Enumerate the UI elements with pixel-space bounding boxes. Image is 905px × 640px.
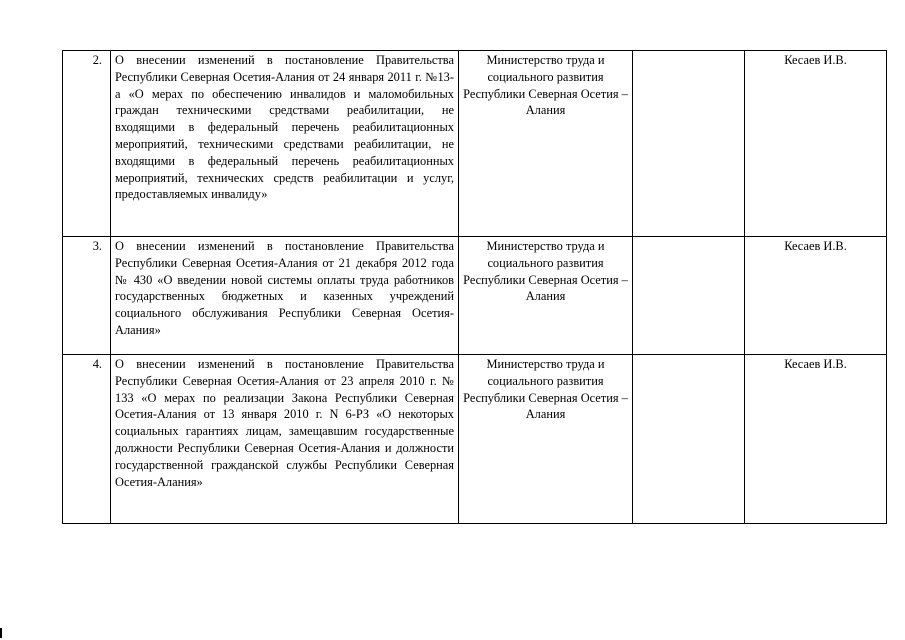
responsible-person: Кесаев И.В. [745,237,887,355]
row-number: 2. [63,51,111,237]
table-row [63,355,887,524]
document-table [62,50,887,524]
table-row [63,237,887,355]
scan-margin-mark [0,628,2,638]
table-row [63,51,887,237]
row-number: 3. [63,237,111,355]
document-title: О внесении изменений в постановление Правительства Республики Северная Осетия-Алания от 21 декабря 2012 года № 430 «О введении новой системы оплаты труда работников государственных бюджетных и казенных учреждений социального обслуживания Республики Северная Осетия-Алания» [111,237,459,355]
document-title: О внесении изменений в постановление Правительства Республики Северная Осетия-Алания от 23 апреля 2010 г. № 133 «О мерах по реализации Закона Республики Северная Осетия-Алания от 13 января 2010 г. N 6-РЗ «О некоторых социальных гарантиях лицам, замещавшим государственные должности Республики Северная Осетия-Алания и должности государственной гражданской службы Республики Северная Осетия-Алания» [111,355,459,524]
responsible-ministry: Министерство труда и социального развития Республики Северная Осетия – Алания [459,51,633,237]
deadline-cell [633,51,745,237]
responsible-ministry: Министерство труда и социального развития Республики Северная Осетия – Алания [459,355,633,524]
responsible-person: Кесаев И.В. [745,355,887,524]
deadline-cell [633,237,745,355]
row-number: 4. [63,355,111,524]
responsible-person: Кесаев И.В. [745,51,887,237]
responsible-ministry: Министерство труда и социального развития Республики Северная Осетия – Алания [459,237,633,355]
document-title: О внесении изменений в постановление Правительства Республики Северная Осетия-Алания от 24 января 2011 г. №13-а «О мерах по обеспечению инвалидов и маломобильных граждан техническими средствами реабилитации, не входящими в федеральный перечень реабилитационных мероприятий, техническими средствами реабилитации, не входящими в федеральный перечень реабилитационных мероприятий, технических средств реабилитации и услуг, предоставляемых инвалиду» [111,51,459,237]
deadline-cell [633,355,745,524]
